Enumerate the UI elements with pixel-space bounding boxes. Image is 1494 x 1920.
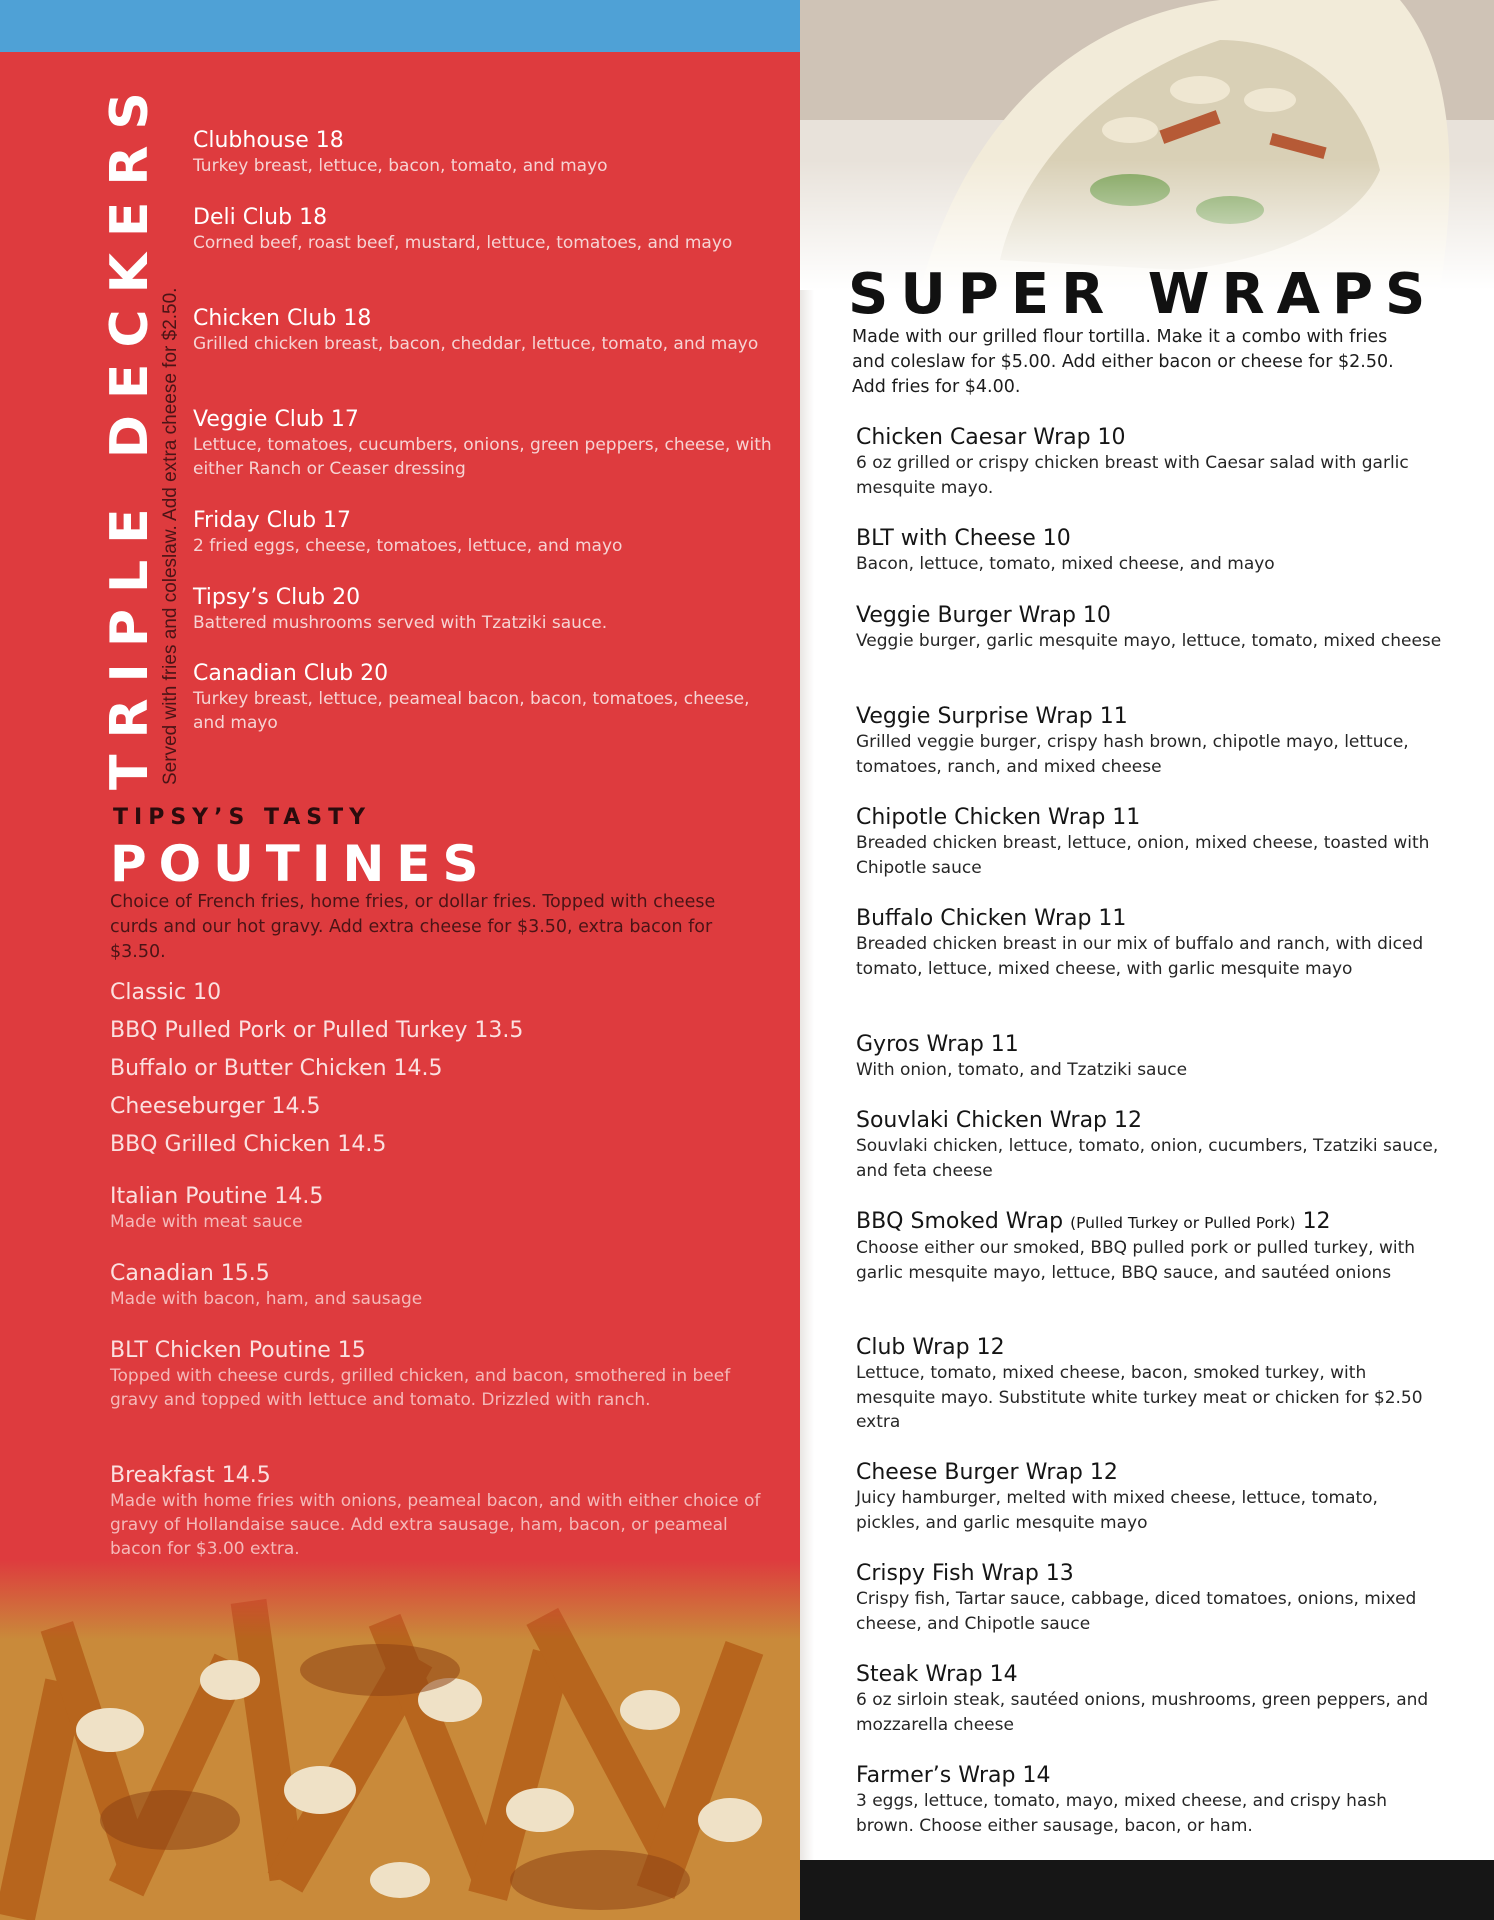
menu-item bbox=[856, 1460, 1446, 1535]
item-name: Farmer’s Wrap 14 bbox=[856, 1763, 1051, 1788]
item-name: Tipsy’s Club 20 bbox=[193, 585, 361, 610]
item-description: Juicy hamburger, melted with mixed cheese, lettuce, tomato, pickles, and garlic mesquite mayo bbox=[856, 1488, 1378, 1533]
item-title: BBQ Smoked Wrap bbox=[856, 1209, 1064, 1234]
menu-item bbox=[110, 1463, 770, 1561]
triple-deckers-subtitle: Served with fries and coleslaw. Add extra cheese for $2.50. bbox=[160, 287, 181, 785]
item-name: Chicken Club 18 bbox=[193, 306, 372, 331]
item-name: Chicken Caesar Wrap 10 bbox=[856, 425, 1126, 450]
item-name: Chipotle Chicken Wrap 11 bbox=[856, 805, 1141, 830]
item-name: Veggie Burger Wrap 10 bbox=[856, 603, 1111, 628]
menu-item bbox=[856, 1032, 1446, 1083]
item-description: Grilled chicken breast, bacon, cheddar, lettuce, tomato, and mayo bbox=[193, 334, 759, 354]
item-description: 6 oz sirloin steak, sautéed onions, mushrooms, green peppers, and mozzarella cheese bbox=[856, 1690, 1429, 1735]
wrap-photo bbox=[800, 0, 1494, 290]
item-name: Gyros Wrap 11 bbox=[856, 1032, 1019, 1057]
menu-item bbox=[856, 1561, 1446, 1636]
item-name: Buffalo Chicken Wrap 11 bbox=[856, 906, 1127, 931]
menu-item: Buffalo or Butter Chicken 14.5 bbox=[110, 1056, 443, 1081]
panel-divider bbox=[800, 290, 814, 1860]
menu-item bbox=[856, 1108, 1446, 1183]
item-description: Made with home fries with onions, peameal bacon, and with either choice of gravy of Hollandaise sauce. Add extra sausage, ham, bacon, or peameal bacon for $3.00 extra. bbox=[110, 1491, 761, 1559]
menu-item bbox=[193, 128, 773, 178]
menu-item bbox=[856, 704, 1446, 779]
item-name bbox=[856, 1209, 1446, 1236]
item-price: 12 bbox=[1302, 1209, 1331, 1234]
menu-item bbox=[856, 603, 1446, 654]
item-name: Deli Club 18 bbox=[193, 205, 328, 230]
menu-item bbox=[856, 1763, 1446, 1838]
item-name: Veggie Club 17 bbox=[193, 407, 359, 432]
menu-item bbox=[856, 1335, 1446, 1435]
item-note: (Pulled Turkey or Pulled Pork) bbox=[1070, 1214, 1296, 1232]
menu-item bbox=[110, 1184, 770, 1234]
item-description: Veggie burger, garlic mesquite mayo, lettuce, tomato, mixed cheese bbox=[856, 631, 1442, 651]
item-description: Breaded chicken breast in our mix of buffalo and ranch, with diced tomato, lettuce, mixed cheese, with garlic mesquite mayo bbox=[856, 934, 1424, 979]
poutines-intro: Choice of French fries, home fries, or dollar fries. Topped with cheese curds and our hot gravy. Add extra cheese for $3.50, extra bacon for $3.50. bbox=[110, 892, 716, 962]
menu-item bbox=[856, 1662, 1446, 1737]
item-name: Veggie Surprise Wrap 11 bbox=[856, 704, 1128, 729]
triple-deckers-title: TRIPLE DECKERS bbox=[100, 76, 160, 790]
item-description: Crispy fish, Tartar sauce, cabbage, diced tomatoes, onions, mixed cheese, and Chipotle sauce bbox=[856, 1589, 1417, 1634]
item-description: Grilled veggie burger, crispy hash brown, chipotle mayo, lettuce, tomatoes, ranch, and mixed cheese bbox=[856, 732, 1409, 777]
item-name: BLT Chicken Poutine 15 bbox=[110, 1338, 366, 1363]
item-description: Souvlaki chicken, lettuce, tomato, onion, cucumbers, Tzatziki sauce, and feta cheese bbox=[856, 1136, 1439, 1181]
item-description: Turkey breast, lettuce, bacon, tomato, and mayo bbox=[193, 156, 608, 176]
menu-item: Classic 10 bbox=[110, 980, 222, 1005]
menu-item bbox=[110, 1261, 770, 1311]
item-name: Cheese Burger Wrap 12 bbox=[856, 1460, 1118, 1485]
item-description: Topped with cheese curds, grilled chicken, and bacon, smothered in beef gravy and topped with lettuce and tomato. Drizzled with ranch. bbox=[110, 1366, 731, 1410]
menu-item: BBQ Grilled Chicken 14.5 bbox=[110, 1132, 387, 1157]
item-description: Breaded chicken breast, lettuce, onion, mixed cheese, toasted with Chipotle sauce bbox=[856, 833, 1430, 878]
item-name: Souvlaki Chicken Wrap 12 bbox=[856, 1108, 1143, 1133]
menu-item bbox=[856, 805, 1446, 880]
item-description: Battered mushrooms served with Tzatziki sauce. bbox=[193, 613, 608, 633]
item-description: Lettuce, tomato, mixed cheese, bacon, smoked turkey, with mesquite mayo. Substitute white turkey meat or chicken for $2.50 extra bbox=[856, 1363, 1423, 1432]
item-name: Canadian 15.5 bbox=[110, 1261, 270, 1286]
item-name: Italian Poutine 14.5 bbox=[110, 1184, 324, 1209]
top-color-bar bbox=[0, 0, 800, 52]
item-description: Lettuce, tomatoes, cucumbers, onions, green peppers, cheese, with either Ranch or Ceaser dressing bbox=[193, 435, 772, 479]
item-name: Friday Club 17 bbox=[193, 508, 352, 533]
poutines-kicker: TIPSY’S TASTY bbox=[113, 805, 372, 830]
item-name: BLT with Cheese 10 bbox=[856, 526, 1071, 551]
item-description: 2 fried eggs, cheese, tomatoes, lettuce, and mayo bbox=[193, 536, 623, 556]
item-description: With onion, tomato, and Tzatziki sauce bbox=[856, 1060, 1188, 1080]
menu-item bbox=[856, 906, 1446, 981]
menu-item bbox=[193, 585, 773, 635]
item-description: Made with bacon, ham, and sausage bbox=[110, 1289, 423, 1309]
menu-item bbox=[193, 661, 773, 735]
menu-item bbox=[193, 306, 773, 356]
item-description: Bacon, lettuce, tomato, mixed cheese, and mayo bbox=[856, 554, 1275, 574]
poutines-title: POUTINES bbox=[110, 835, 491, 893]
menu-item bbox=[193, 407, 773, 481]
super-wraps-intro: Made with our grilled flour tortilla. Make it a combo with fries and coleslaw for $5.00. Add either bacon or cheese for $2.50. Add fries for $4.00. bbox=[852, 327, 1394, 397]
menu-item bbox=[110, 1338, 770, 1412]
item-description: 6 oz grilled or crispy chicken breast with Caesar salad with garlic mesquite mayo. bbox=[856, 453, 1409, 498]
item-name: Steak Wrap 14 bbox=[856, 1662, 1018, 1687]
poutine-photo bbox=[0, 1560, 800, 1920]
menu-item bbox=[193, 508, 773, 558]
item-name: Club Wrap 12 bbox=[856, 1335, 1005, 1360]
item-name: Clubhouse 18 bbox=[193, 128, 344, 153]
super-wraps-title: SUPER WRAPS bbox=[848, 262, 1438, 327]
item-description: Made with meat sauce bbox=[110, 1212, 303, 1232]
item-name: Canadian Club 20 bbox=[193, 661, 389, 686]
item-description: Choose either our smoked, BBQ pulled pork or pulled turkey, with garlic mesquite mayo, lettuce, BBQ sauce, and sautéed onions bbox=[856, 1238, 1416, 1283]
item-name: Breakfast 14.5 bbox=[110, 1463, 271, 1488]
menu-item bbox=[856, 526, 1446, 577]
menu-item bbox=[856, 1209, 1446, 1285]
item-description: Corned beef, roast beef, mustard, lettuce, tomatoes, and mayo bbox=[193, 233, 733, 253]
menu-item bbox=[856, 425, 1446, 500]
item-description: Turkey breast, lettuce, peameal bacon, bacon, tomatoes, cheese, and mayo bbox=[193, 689, 750, 733]
item-description: 3 eggs, lettuce, tomato, mayo, mixed cheese, and crispy hash brown. Choose either sausage, bacon, or ham. bbox=[856, 1791, 1388, 1836]
menu-item bbox=[193, 205, 773, 255]
menu-item: BBQ Pulled Pork or Pulled Turkey 13.5 bbox=[110, 1018, 524, 1043]
item-name: Crispy Fish Wrap 13 bbox=[856, 1561, 1074, 1586]
bottom-bar bbox=[800, 1860, 1494, 1920]
menu-item: Cheeseburger 14.5 bbox=[110, 1094, 321, 1119]
